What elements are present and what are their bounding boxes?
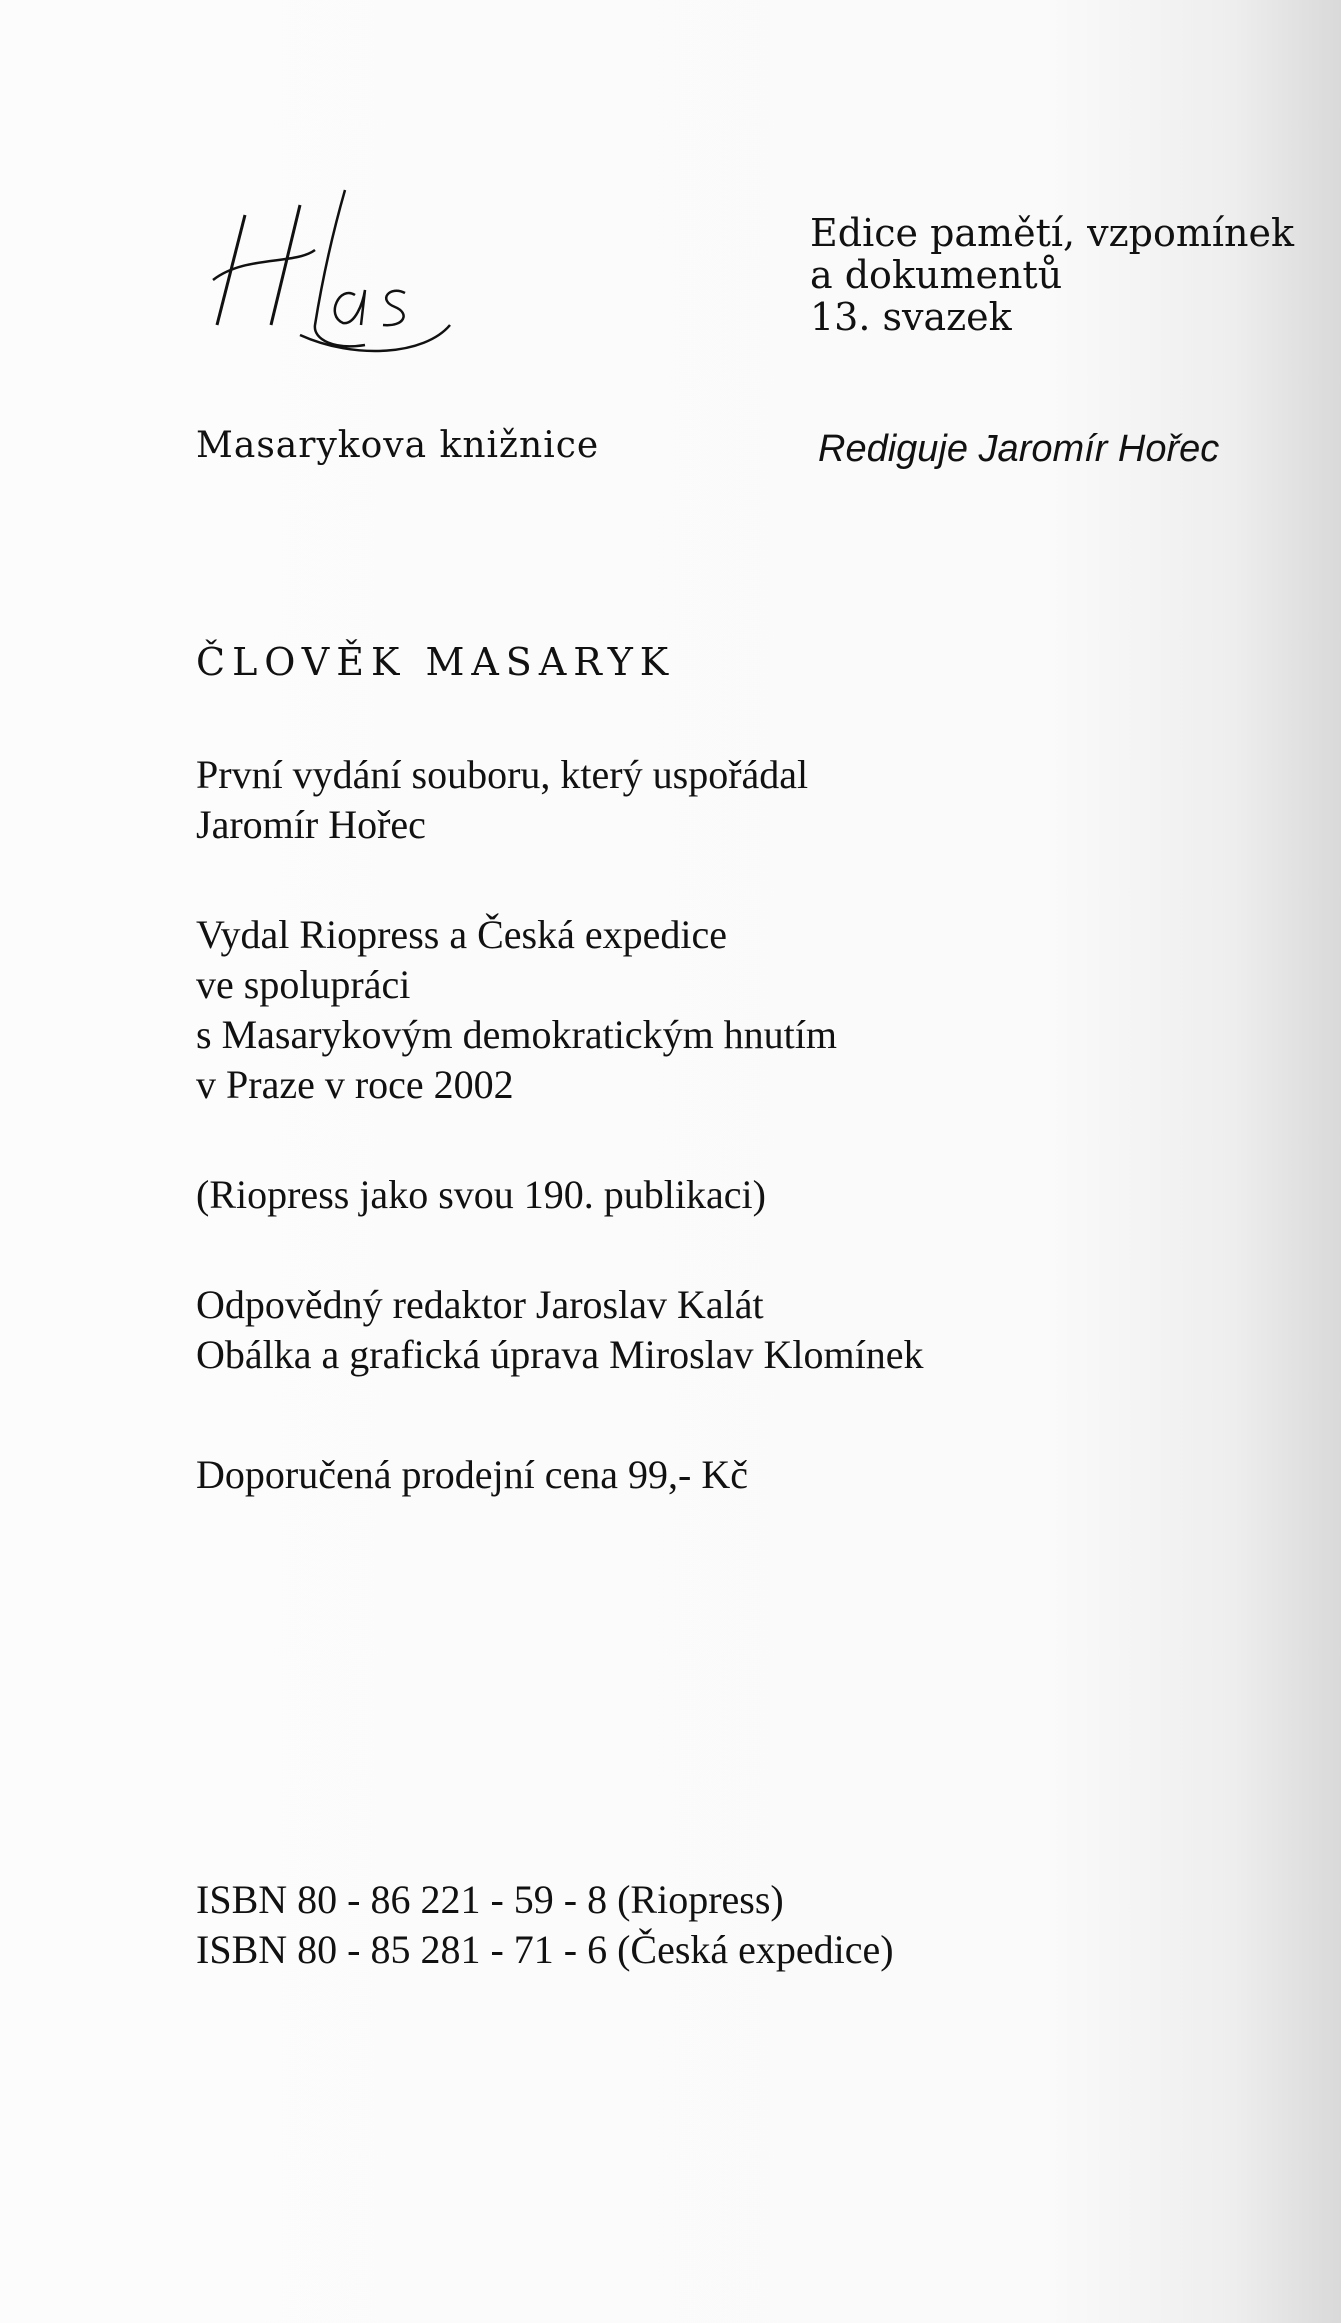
series-line: 13. svazek [810, 295, 1012, 339]
publisher-note [196, 910, 837, 1110]
text-line: Obálka a grafická úprava Miroslav Klomínek [196, 1332, 924, 1377]
isbn-line: ISBN 80 - 86 221 - 59 - 8 (Riopress) [196, 1877, 784, 1922]
credits [196, 1280, 924, 1380]
imprint-label: Masarykova knižnice [196, 425, 600, 466]
price: Doporučená prodejní cena 99,- Kč [196, 1452, 748, 1497]
isbn-block [196, 1875, 894, 1975]
series-line: a dokumentů [810, 253, 1063, 297]
book-title: ČLOVĚK MASARYK [196, 640, 676, 684]
first-edition-note [196, 750, 808, 850]
text-line: v Praze v roce 2002 [196, 1062, 514, 1107]
text-line: Vydal Riopress a Česká expedice [196, 912, 727, 957]
isbn-line: ISBN 80 - 85 281 - 71 - 6 (Česká expedice) [196, 1927, 894, 1972]
hlas-logo [205, 185, 465, 365]
text-line: ve spolupráci [196, 962, 411, 1007]
series-editor: Rediguje Jaromír Hořec [818, 428, 1220, 470]
hlas-logo-icon [205, 185, 465, 365]
text-line: Jaromír Hořec [196, 802, 426, 847]
publication-number-note: (Riopress jako svou 190. publikaci) [196, 1172, 766, 1217]
hlas-logo-text [205, 185, 206, 186]
text-line: Odpovědný redaktor Jaroslav Kalát [196, 1282, 764, 1327]
series-line: Edice pamětí, vzpomínek [810, 211, 1295, 255]
text-line: První vydání souboru, který uspořádal [196, 752, 809, 797]
series-info [810, 212, 1294, 338]
text-line: s Masarykovým demokratickým hnutím [196, 1012, 838, 1057]
